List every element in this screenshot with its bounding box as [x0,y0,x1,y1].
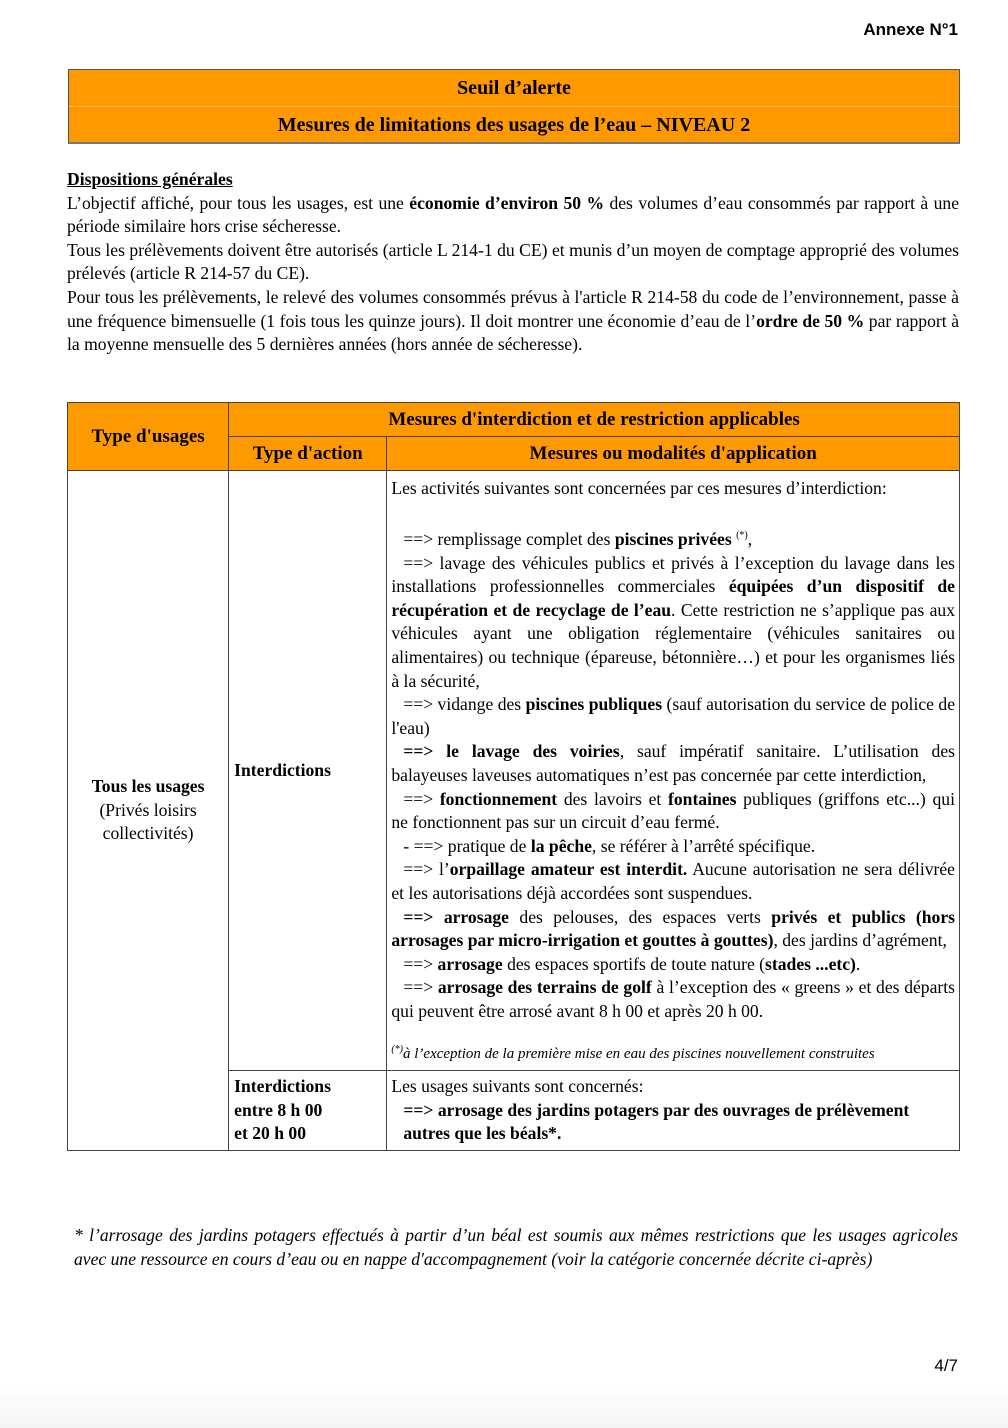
footnote: * l’arrosage des jardins potagers effectués à partir d’un béal est soumis aux mêmes restrictions que les usages agricoles avec une ressource en cours d’eau ou en nappe d'accompagnement (voir la catégorie concernée décrite ci-après) [74,1225,958,1269]
annex-label: Annexe N°1 [863,20,958,39]
list-item: ==> arrosage des pelouses, des espaces verts privés et publics (hors arrosages par micro-irrigation et gouttes à gouttes), des jardins d’agrément, [391,906,955,951]
provisions-paragraph-1 [67,192,959,239]
text: Pour tous les prélèvements, le relevé des volumes consommés prévus à l'article R 214-58 du code de l’environnement, passe à une fréquence bimensuelle (1 fois tous les quinze jours). Il doit montrer une économie d’eau de l’ [67,286,959,331]
header-mesures: Mesures d'interdiction et de restriction applicables [229,403,960,437]
action-line: Interdictions [234,1076,331,1097]
action-line: et 20 h 00 [234,1123,307,1144]
text: des volumes d’eau consommés par rapport à une période similaire hors crise sécheresse. [67,192,960,237]
list-item: ==> arrosage des jardins potagers par des ouvrages de prélèvement autres que les béals*. [403,1099,910,1144]
list-item: ==> fonctionnement des lavoirs et fontaines publiques (griffons etc...) qui ne fonctionnent pas sur un circuit d’eau fermé. [391,788,955,833]
list-item: ==> vidange des piscines publiques (sauf autorisation du service de police de l'eau) [391,694,956,738]
measures-table [67,402,960,1151]
provisions-title: Dispositions générales [67,169,233,189]
table-row [68,471,960,1071]
list-item: ==> arrosage des terrains de golf à l’exception des « greens » et des départs qui peuvent être arrosé avant 8 h 00 et après 20 h 00. [391,977,956,1021]
measures-intro: Les usages suivants sont concernés: [391,1076,644,1097]
action-cell: Interdictions [229,471,387,1071]
action-cell [229,1071,387,1151]
provisions-paragraph-2: Tous les prélèvements doivent être autorisés (article L 214-1 du CE) et munis d’un moyen de comptage approprié des volumes prélevés (article R 214-57 du CE). [67,239,959,284]
emphasis: ordre de 50 % [756,310,865,331]
text: par rapport à la moyenne mensuelle des 5 dernières années (hors année de sécheresse). [67,310,960,355]
list-item: ==> remplissage complet des piscines privées (*), [403,529,753,550]
list-item: ==> lavage des véhicules publics et privés à l’exception du lavage dans les installations professionnelles commerciales équipées d’un dispositif de récupération et de recyclage de l’eau. Cette restriction ne s’applique pas aux véhicules ayant une obligation réglementaire (véhicules sanitaires ou alimentaires) ou technique (épareuse, bétonnière…) et pour les organismes liés à la sécurité, [391,552,955,691]
list-item: - ==> pratique de la pêche, se référer à l’arrêté spécifique. [403,835,816,856]
measures-cell [387,471,960,1071]
usage-subtitle: (Privés loisirs collectivités) [99,799,197,844]
usage-title: Tous les usages [91,776,205,797]
piscines-note: (*)à l’exception de la première mise en eau des piscines nouvellement construites [391,1043,875,1062]
banner-subtitle: Mesures de limitations des usages de l’eau – NIVEAU 2 [69,106,959,143]
list-item: ==> le lavage des voiries, sauf impératif sanitaire. L’utilisation des balayeuses laveuses automatiques n’est pas concernée par cette interdiction, [391,741,956,785]
text: L’objectif affiché, pour tous les usages, est une [67,192,410,213]
provisions-paragraph-3 [67,286,959,357]
emphasis: économie d’environ 50 % [409,192,605,213]
header-type-usages: Type d'usages [68,403,229,471]
measures-cell [387,1071,960,1151]
alert-banner [68,69,960,144]
action-line: entre 8 h 00 [234,1099,323,1120]
measures-intro: Les activités suivantes sont concernées par ces mesures d’interdiction: [391,478,887,498]
header-modalites: Mesures ou modalités d'application [387,437,960,471]
page-number: 4/7 [934,1356,958,1375]
header-type-action: Type d'action [229,437,387,471]
list-item: ==> l’orpaillage amateur est interdit. Aucune autorisation ne sera délivrée et les autorisations déjà accordées sont suspendues. [391,859,955,903]
banner-title: Seuil d’alerte [457,77,571,99]
general-provisions [67,168,959,357]
list-item: ==> arrosage des espaces sportifs de toute nature (stades ...etc). [403,953,861,974]
page-edge [0,1388,1008,1428]
usage-cell [68,471,229,1151]
